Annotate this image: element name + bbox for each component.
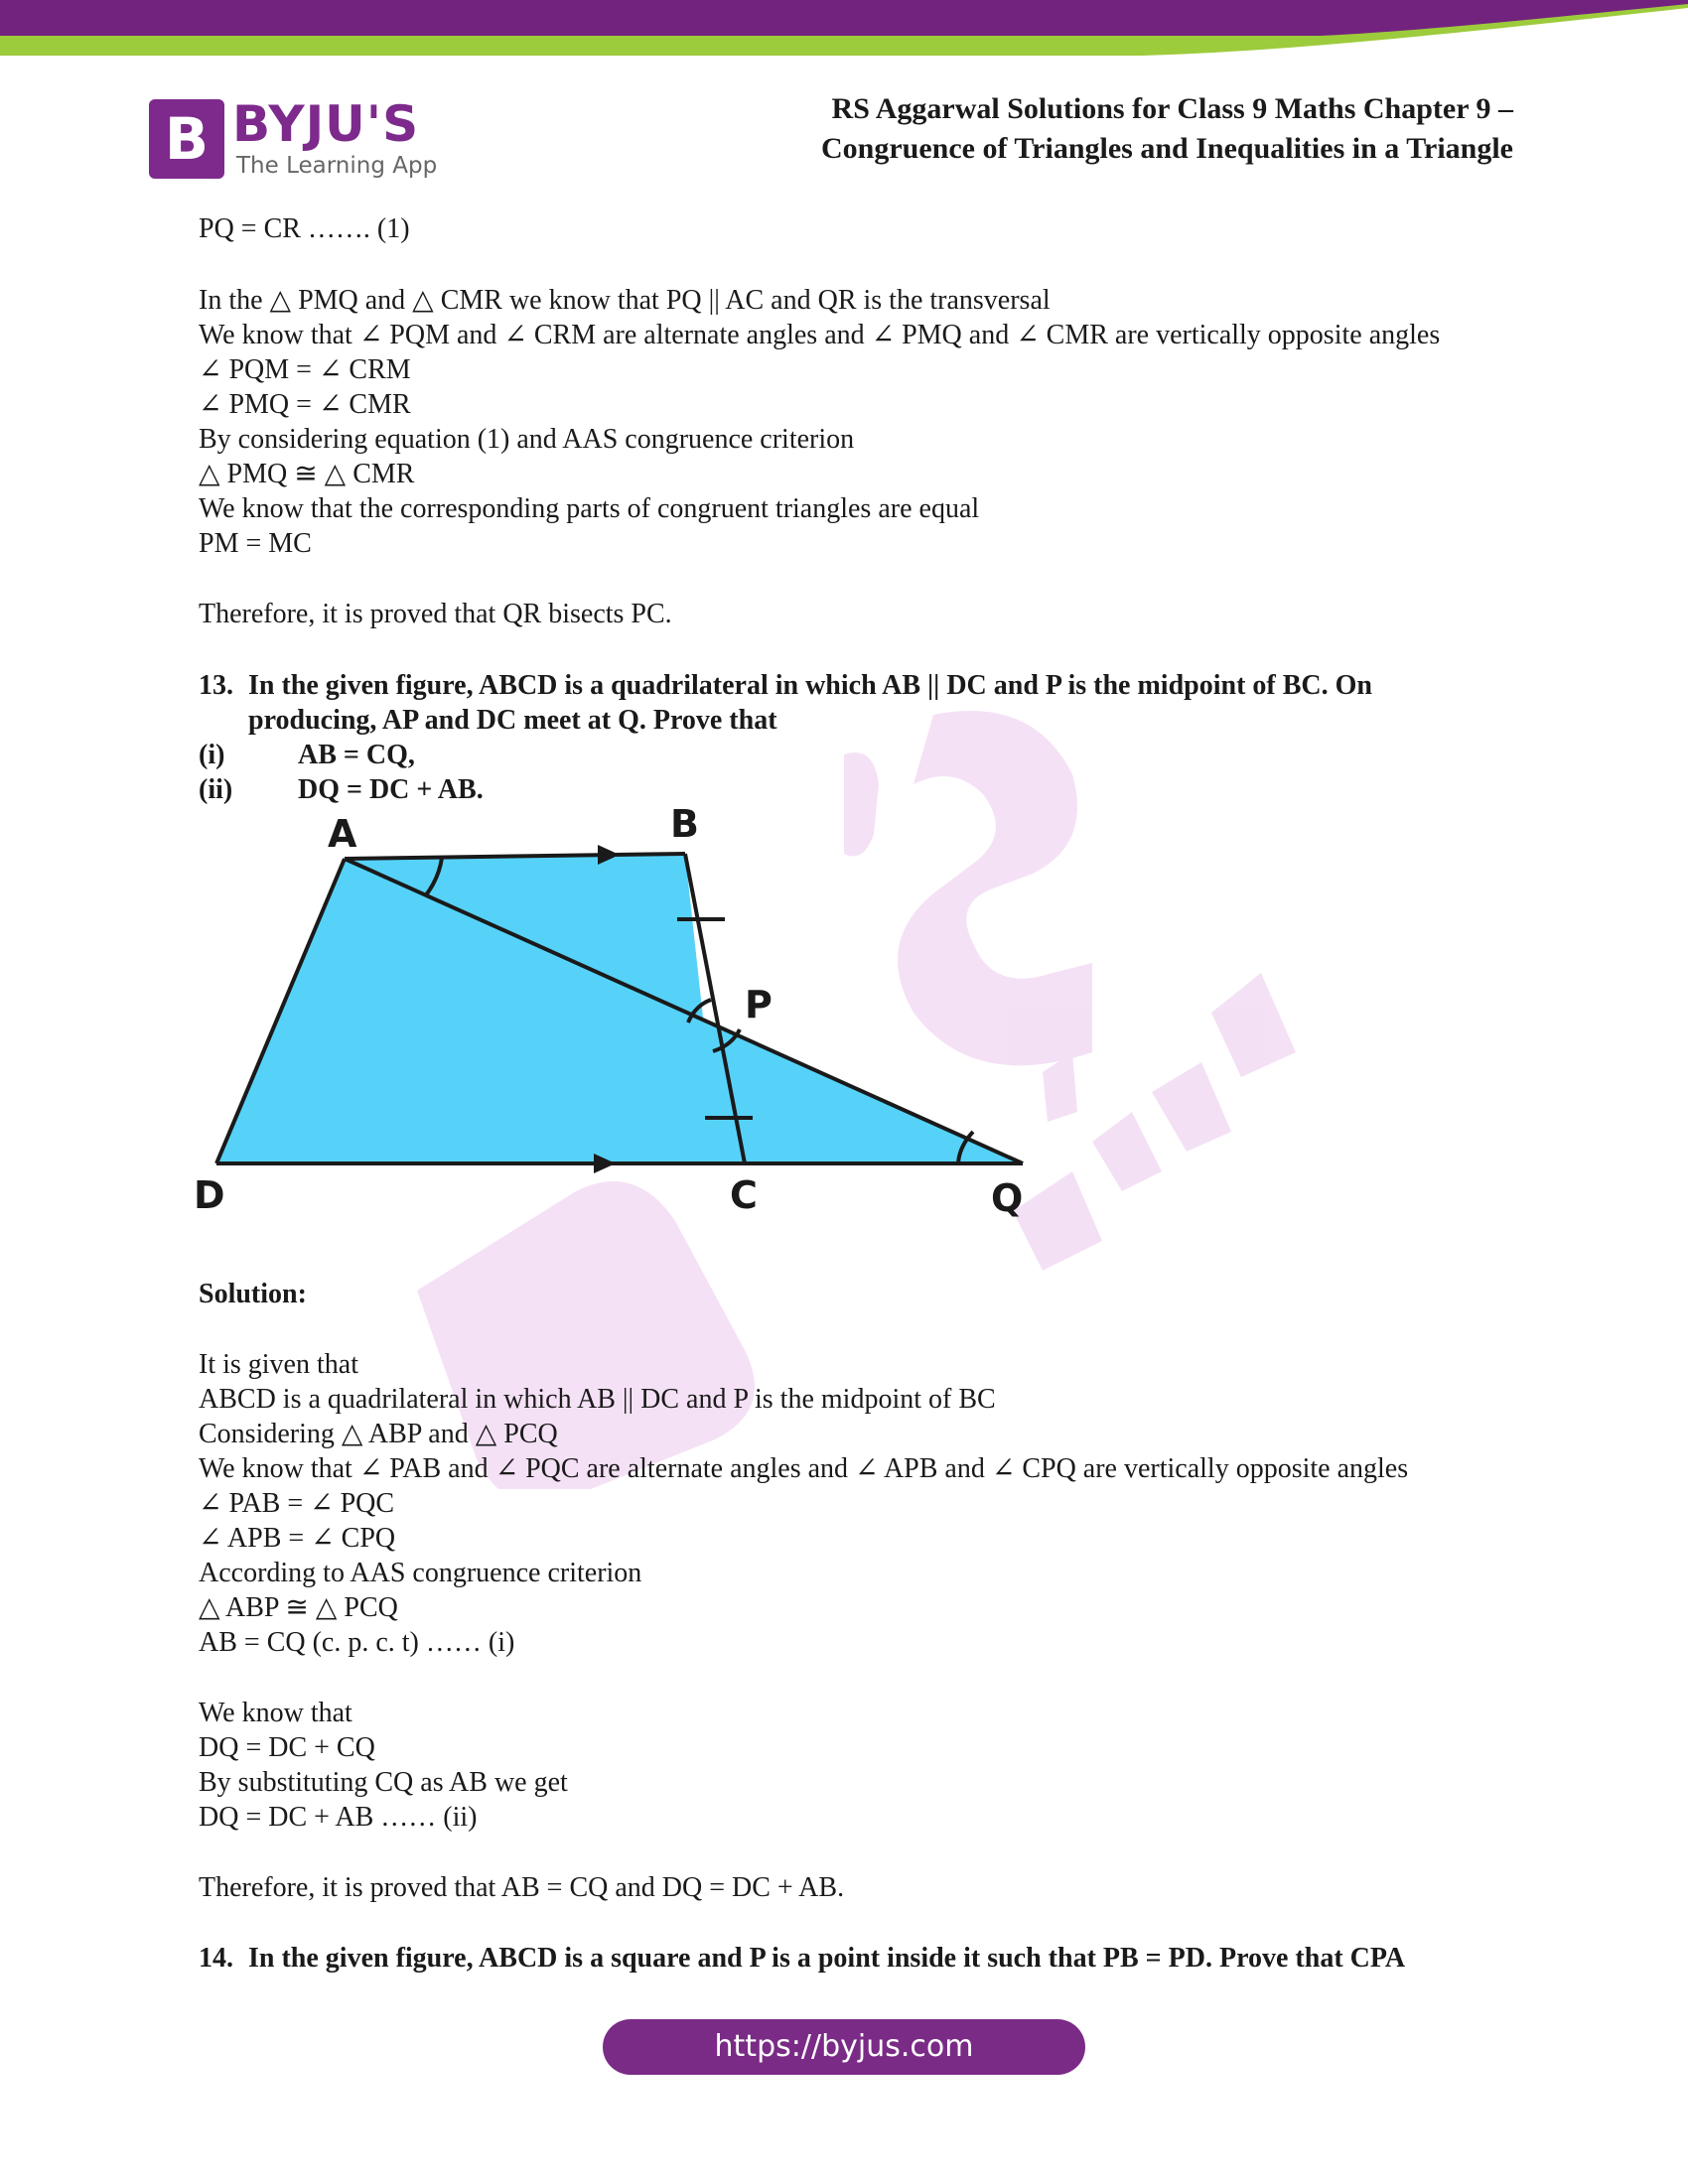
text-line: ∠ PAB = ∠ PQC	[199, 1488, 395, 1519]
part-number: (i)	[199, 740, 225, 770]
text-line: By substituting CQ as AB we get	[199, 1767, 568, 1798]
vertex-label-d: D	[194, 1173, 225, 1217]
text-line: DQ = DC + AB …… (ii)	[199, 1802, 478, 1833]
conclusion-line: Therefore, it is proved that AB = CQ and DQ = DC + AB.	[199, 1872, 845, 1903]
text-line: We know that ∠ PAB and ∠ PQC are alternate angles and ∠ APB and ∠ CPQ are vertically opposite angles	[199, 1453, 1409, 1484]
vertex-label-q: Q	[991, 1176, 1024, 1220]
text-line: PM = MC	[199, 528, 312, 559]
text-line: Considering △ ABP and △ PCQ	[199, 1419, 558, 1449]
text-line: ∠ PMQ = ∠ CMR	[199, 389, 411, 420]
text-line: △ ABP ≅ △ PCQ	[199, 1592, 398, 1623]
text-line: We know that	[199, 1698, 352, 1728]
quadrilateral-figure	[189, 809, 1043, 1246]
question-number: 13.	[199, 670, 233, 701]
text-line: We know that the corresponding parts of congruent triangles are equal	[199, 493, 980, 524]
text-line: It is given that	[199, 1349, 358, 1380]
conclusion-line: Therefore, it is proved that QR bisects PC.	[199, 599, 672, 629]
question-text-line-2: producing, AP and DC meet at Q. Prove that	[248, 705, 777, 736]
text-line: According to AAS congruence criterion	[199, 1558, 642, 1588]
text-line: ∠ PQM = ∠ CRM	[199, 354, 411, 385]
top-banner	[0, 0, 1688, 62]
figure-fill	[216, 854, 1023, 1163]
document-title	[821, 89, 1513, 169]
text-line: ABCD is a quadrilateral in which AB || DC and P is the midpoint of BC	[199, 1384, 996, 1415]
logo-wordmark: BYJU'S	[232, 95, 420, 153]
vertex-label-a: A	[328, 812, 357, 856]
vertex-label-b: B	[670, 809, 699, 846]
text-line: DQ = DC + CQ	[199, 1732, 375, 1763]
footer-url-link[interactable]: https://byjus.com	[603, 2019, 1085, 2075]
text-line: We know that ∠ PQM and ∠ CRM are alternate angles and ∠ PMQ and ∠ CMR are vertically opposite angles	[199, 320, 1441, 350]
text-line: ∠ APB = ∠ CPQ	[199, 1523, 396, 1554]
part-text: DQ = DC + AB.	[298, 774, 484, 805]
text-line: By considering equation (1) and AAS congruence criterion	[199, 424, 855, 455]
text-line: △ PMQ ≅ △ CMR	[199, 459, 415, 489]
text-line: In the △ PMQ and △ CMR we know that PQ || AC and QR is the transversal	[199, 285, 1051, 316]
solution-heading: Solution:	[199, 1279, 307, 1309]
part-number: (ii)	[199, 774, 233, 805]
vertex-label-c: C	[730, 1173, 758, 1217]
document-title-line-1: RS Aggarwal Solutions for Class 9 Maths Chapter 9 –	[831, 92, 1513, 125]
part-text: AB = CQ,	[298, 740, 415, 770]
document-title-line-2: Congruence of Triangles and Inequalities in a Triangle	[820, 132, 1513, 165]
text-line: PQ = CR ……. (1)	[199, 213, 410, 244]
question-text-line-1: In the given figure, ABCD is a quadrilateral in which AB || DC and P is the midpoint of BC. On	[248, 670, 1372, 701]
logo-tagline: The Learning App	[236, 153, 438, 179]
question-text: In the given figure, ABCD is a square and P is a point inside it such that PB = PD. Prove that CPA	[248, 1943, 1406, 1974]
text-line: AB = CQ (c. p. c. t) …… (i)	[199, 1627, 515, 1658]
question-number: 14.	[199, 1943, 233, 1974]
logo-mark: B	[149, 99, 224, 179]
vertex-label-p: P	[745, 983, 773, 1026]
byjus-logo	[149, 97, 447, 187]
